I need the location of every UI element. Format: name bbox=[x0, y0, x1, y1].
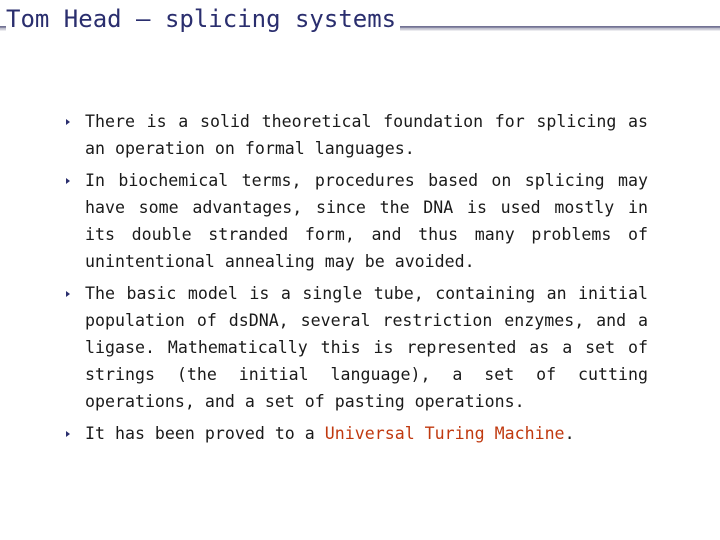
triangle-bullet-icon bbox=[66, 431, 70, 437]
bullet-text: In biochemical terms, procedures based on splicing may have some advantages, since the DNA is used mostly in its double stranded form, and thus many problems of unintentional annealing may be avoided. bbox=[85, 171, 648, 271]
slide-header bbox=[0, 0, 720, 40]
bullet-item bbox=[66, 108, 648, 162]
triangle-bullet-icon bbox=[66, 291, 70, 297]
bullet-list bbox=[66, 108, 648, 452]
triangle-bullet-icon bbox=[66, 178, 70, 184]
bullet-item bbox=[66, 420, 648, 447]
bullet-text-after: . bbox=[564, 424, 575, 443]
bullet-item bbox=[66, 167, 648, 275]
slide-title: Tom Head – splicing systems bbox=[6, 4, 400, 34]
bullet-item bbox=[66, 280, 648, 415]
triangle-bullet-icon bbox=[66, 119, 70, 125]
bullet-text: The basic model is a single tube, containing an initial population of dsDNA, several restriction enzymes, and a ligase. Mathematically this is represented as a set of strings (the initial language), a set of cutting operations, and a set of pasting operations. bbox=[85, 284, 648, 411]
universal-turing-machine-highlight: Universal Turing Machine bbox=[324, 424, 565, 443]
bullet-text-before: It has been proved to a bbox=[85, 424, 325, 443]
bullet-text: There is a solid theoretical foundation for splicing as an operation on formal languages. bbox=[85, 112, 648, 158]
